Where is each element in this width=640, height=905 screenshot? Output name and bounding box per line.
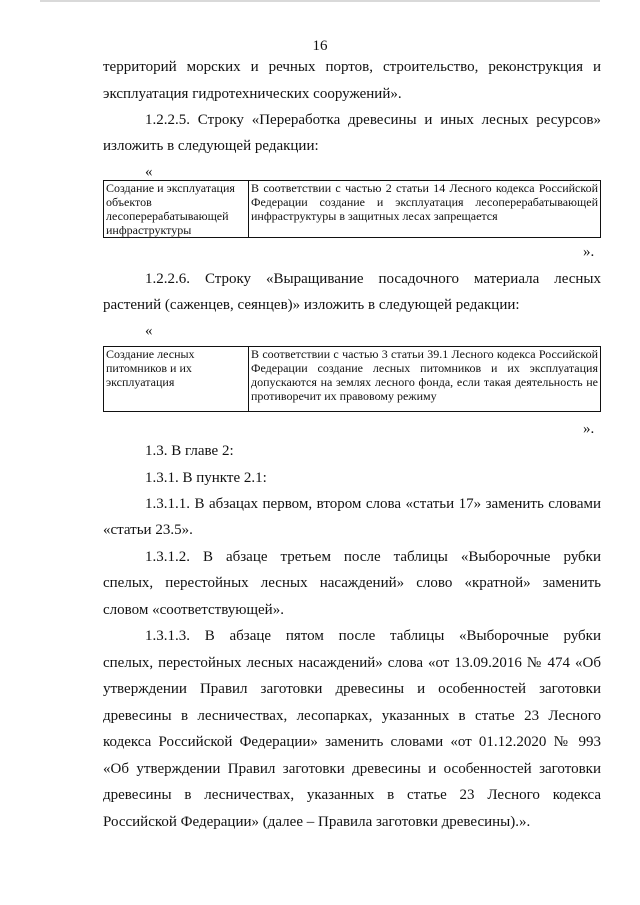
table-cell-activity: Создание и эксплуатация объектов лесоперерабатывающей инфраструктуры bbox=[104, 181, 249, 238]
text-line: древесины в лесничествах, лесопарках, указанных в статье 23 Лесного bbox=[103, 708, 601, 724]
text-line: 1.2.2.6. Строку «Выращивание посадочного материала лесных bbox=[145, 271, 601, 287]
text-line: Российской Федерации» (далее – Правила заготовки древесины).». bbox=[103, 814, 531, 830]
page-number: 16 bbox=[312, 38, 328, 54]
text-line: эксплуатация гидротехнических сооружений». bbox=[103, 86, 402, 102]
open-quote: « bbox=[145, 323, 153, 339]
text-line: растений (саженцев, сеянцев)» изложить в следующей редакции: bbox=[103, 297, 520, 313]
close-quote: ». bbox=[583, 421, 595, 437]
text-line: «статьи 23.5». bbox=[103, 522, 193, 538]
text-line: спелых, перестойных лесных насаждений» слова «от 13.09.2016 № 474 «Об bbox=[103, 655, 601, 671]
text-line: 1.3.1. В пункте 2.1: bbox=[145, 470, 267, 486]
text-line: словом «соответствующей». bbox=[103, 602, 284, 618]
table-cell-regulation: В соответствии с частью 2 статьи 14 Лесного кодекса Российской Федерации создание и эксплуатация лесоперерабатывающей инфраструктуры в защитных лесах запрещается bbox=[249, 181, 601, 238]
text-line: 1.2.2.5. Строку «Переработка древесины и иных лесных ресурсов» bbox=[145, 112, 601, 128]
top-edge-line bbox=[40, 0, 600, 2]
table-forest-processing bbox=[103, 180, 601, 238]
text-line: изложить в следующей редакции: bbox=[103, 138, 319, 154]
text-line: 1.3.1.3. В абзаце пятом после таблицы «Выборочные рубки bbox=[145, 628, 601, 644]
table-cell-activity: Создание лесных питомников и их эксплуатация bbox=[104, 347, 249, 412]
text-line: 1.3. В главе 2: bbox=[145, 443, 234, 459]
text-line: территорий морских и речных портов, строительство, реконструкция и bbox=[103, 59, 601, 75]
text-line: 1.3.1.2. В абзаце третьем после таблицы «Выборочные рубки bbox=[145, 549, 601, 565]
open-quote: « bbox=[145, 164, 153, 180]
text-line: кодекса Российской Федерации» заменить словами «от 01.12.2020 № 993 bbox=[103, 734, 601, 750]
text-line: древесины в лесничествах, указанных в статье 23 Лесного кодекса bbox=[103, 787, 601, 803]
close-quote: ». bbox=[583, 244, 595, 260]
text-line: «Об утверждении Правил заготовки древесины и особенностей заготовки bbox=[103, 761, 601, 777]
table-cell-regulation: В соответствии с частью 3 статьи 39.1 Лесного кодекса Российской Федерации создание лесных питомников и их эксплуатация допускаются на землях лесного фонда, если такая деятельность не противоречит их правовому режиму bbox=[249, 347, 601, 412]
text-line: 1.3.1.1. В абзацах первом, втором слова «статьи 17» заменить словами bbox=[145, 496, 601, 512]
text-line: спелых, перестойных лесных насаждений» слово «кратной» заменить bbox=[103, 575, 601, 591]
text-line: утверждении Правил заготовки древесины и особенностей заготовки bbox=[103, 681, 601, 697]
table-nurseries bbox=[103, 346, 601, 412]
